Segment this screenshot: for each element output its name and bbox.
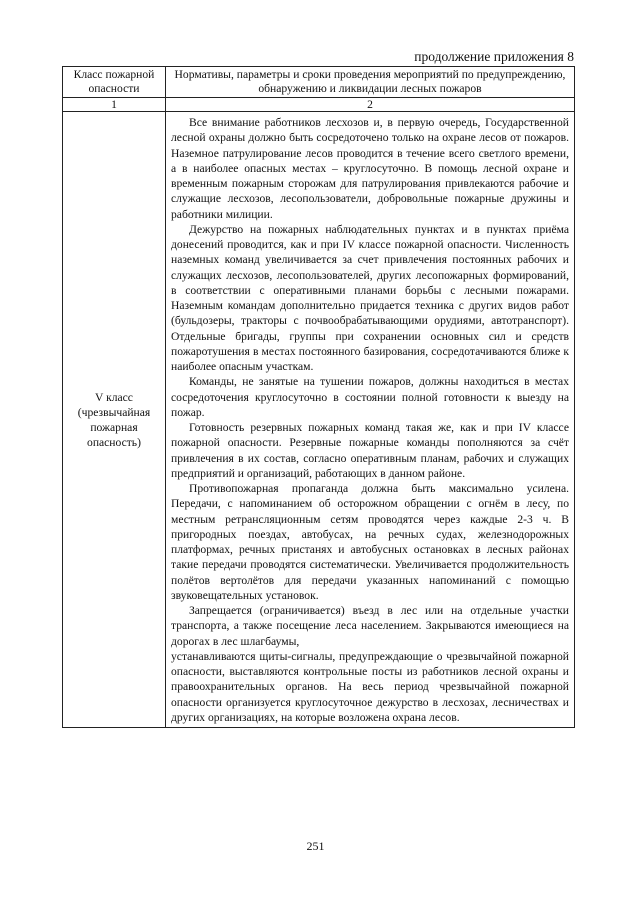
table-row: [63, 112, 575, 728]
paragraph: Запрещается (ограничивается) въезд в лес или на отдельные участки транспорта, а также посещение леса населением. Закрываются имеющиеся на дорогах в лес шлагбаумы,: [171, 604, 569, 648]
fire-class-label: V класс (чрезвычайная пожарная опасность): [63, 112, 166, 728]
paragraph: Команды, не занятые на тушении пожаров, должны находиться в местах сосредоточения круглосуточно в состоянии полной готовности к выезду на пожар.: [171, 375, 569, 419]
table-header-row: [63, 67, 575, 98]
measures-cell: [166, 112, 575, 728]
paragraph: Готовность резервных пожарных команд такая же, как и при IV классе пожарной опасности. Резервные пожарные команды пополняются за счёт привлечения в их состав, согласно оперативным планам, рабочих и служащих предприятий и организаций, работающих в данном районе.: [171, 421, 569, 480]
page-number: 251: [306, 839, 325, 853]
header-class-column: Класс пожарной опасности: [63, 67, 166, 98]
paragraph: Противопожарная пропаганда должна быть максимально усилена. Передачи, с напоминанием об осторожном обращении с огнём в лесу, по местным ретрансляционным сетям проводятся через каждые 2-3 ч. В пригородных поездах, автобусах, на речных судах, железнодорожных платформах, речных пристанях и автобусных остановках в лесных районах такие передачи проводятся систематически. Увеличивается продолжительность полётов вертолётов для передачи указанных напоминаний с помощью звуковещательных установок.: [171, 482, 569, 602]
paragraph: Все внимание работников лесхозов и, в первую очередь, Государственной лесной охраны должно быть сосредоточено только на охране лесов от пожаров. Наземное патрулирование лесов проводится в течение всего светлого времени, а в наиболее опасных местах – круглосуточно. В помощь лесной охране и временным пожарным сторожам для патрулирования привлекаются рабочие и служащие лесхозов, лесопользователи, добровольные пожарные дружины и работники милиции.: [171, 116, 569, 221]
paragraph: устанавливаются щиты-сигналы, предупреждающие о чрезвычайной пожарной опасности, выставляются контрольные посты из работников лесной охраны и правоохранительных органов. На весь период чрезвычайной пожарной опасности организуется круглосуточное дежурство в лесхозах, лесничествах и других организациях, на которые возложена охрана лесов.: [171, 649, 569, 724]
continuation-label: продолжение приложения 8: [414, 49, 574, 64]
column-number-2: 2: [166, 98, 575, 112]
column-number-row: [63, 98, 575, 112]
header-norms-column: Нормативы, параметры и сроки проведения мероприятий по предупреждению, обнаружению и ликвидации лесных пожаров: [166, 67, 575, 98]
column-number-1: 1: [63, 98, 166, 112]
fire-danger-table: [62, 66, 575, 728]
paragraph: Дежурство на пожарных наблюдательных пунктах и в пунктах приёма донесений проводится, как и при IV классе пожарной опасности. Численность наземных команд увеличивается за счет привлечения постоянных рабочих и служащих лесхозов, лесопользователей, других лесопожарных формирований, в соответствии с оперативными планами борьбы с лесными пожарами. Наземным командам дополнительно придается техника с других видов работ (бульдозеры, тракторы с почвообрабатывающими орудиями, автотранспорт). Отдельные бригады, группы при сохранении основных сил и средств пожаротушения в местах постоянного базирования, сосредотачиваются ближе к наиболее опасным участкам.: [171, 222, 569, 373]
